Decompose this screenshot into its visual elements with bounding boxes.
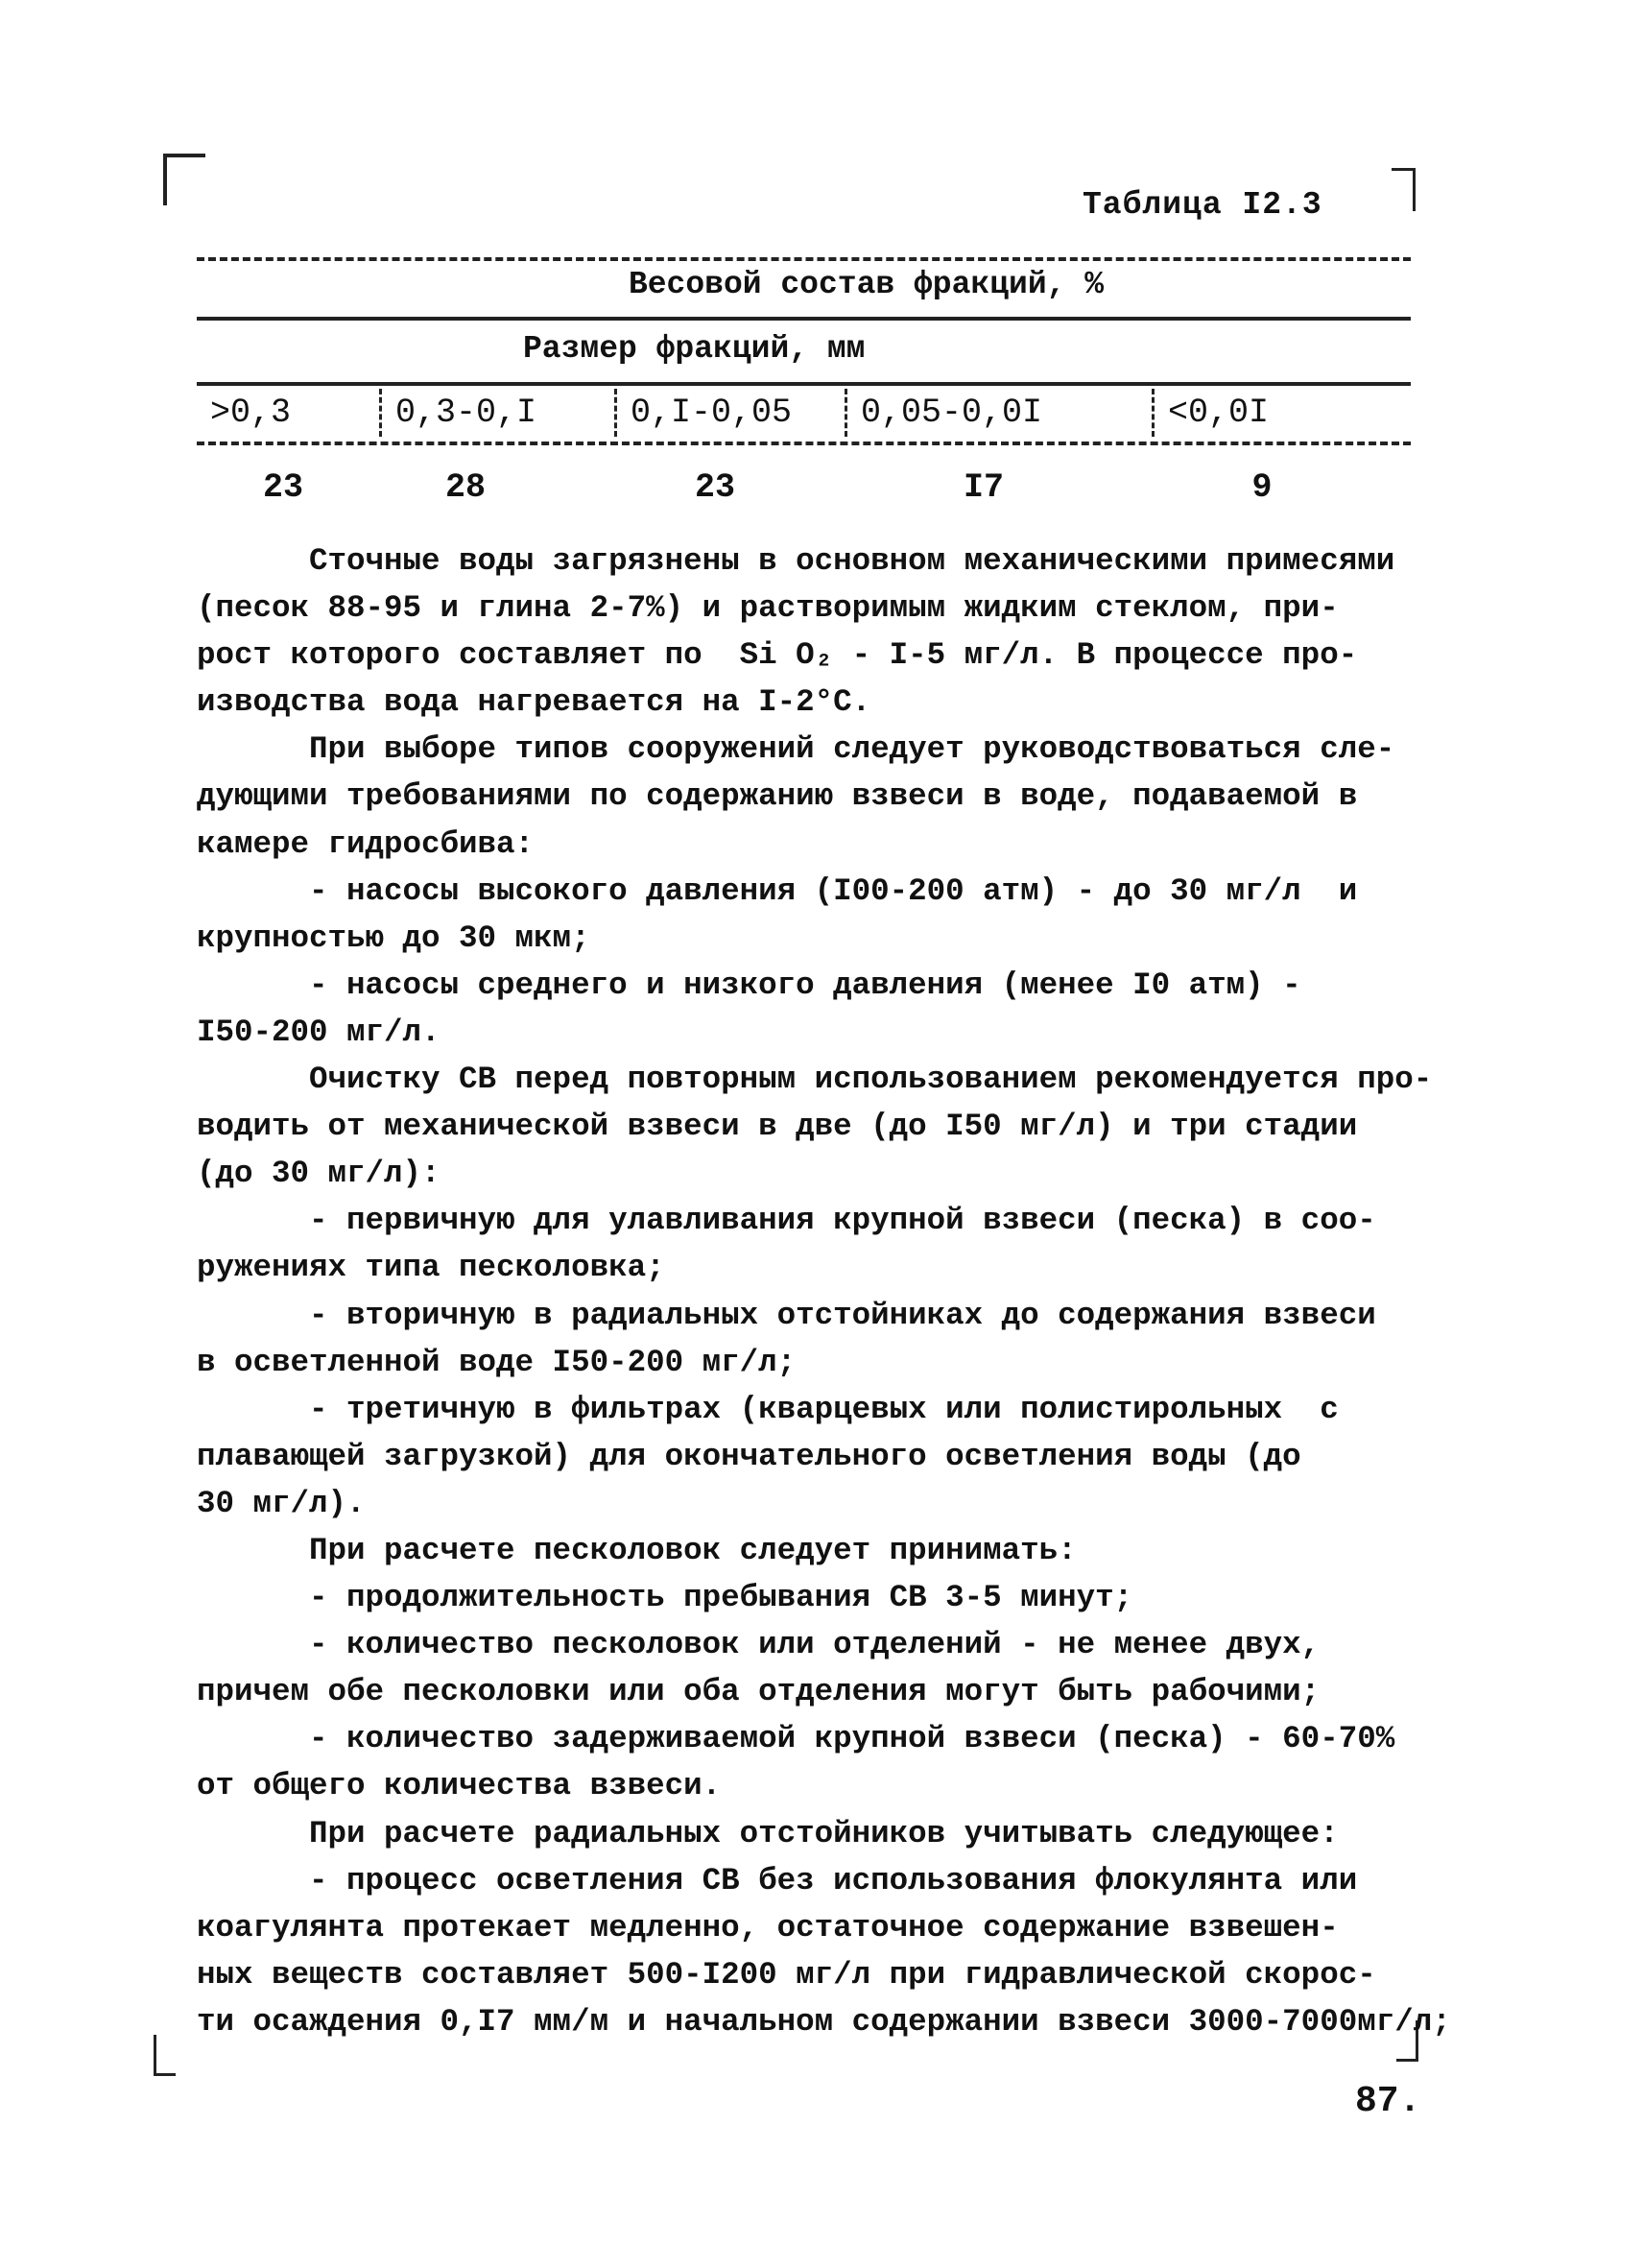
text-line: в осветленной воде I50-200 мг/л;	[197, 1344, 797, 1380]
table-header-main: Весовой состав фракций, %	[628, 267, 1105, 302]
text-line: водить от механической взвеси в две (до I50 мг/л) и три стадии	[197, 1109, 1358, 1145]
text-line: ти осаждения 0,I7 мм/м и начальном содержании взвеси 3000-7000мг/л;	[197, 2003, 1451, 2040]
text-line: коагулянта протекает медленно, остаточное содержание взвешен-	[197, 1909, 1339, 1946]
corner-mark-top-right	[1392, 168, 1416, 211]
text-line: При выборе типов сооружений следует руководствоваться сле-	[197, 731, 1395, 768]
text-line: - насосы среднего и низкого давления (менее I0 атм) -	[197, 967, 1301, 1003]
table-cell: 9	[1251, 468, 1273, 507]
text-line: плавающей загрузкой) для окончательного осветления воды (до	[197, 1438, 1301, 1474]
table-header-rule	[197, 317, 1411, 321]
text-line: При расчете песколовок следует принимать:	[197, 1532, 1077, 1568]
table-cell: 23	[694, 468, 735, 507]
text-line: (до 30 мг/л):	[197, 1156, 441, 1192]
text-line: ружениях типа песколовка;	[197, 1250, 665, 1286]
column-header: 0,05-0,0I	[845, 389, 1152, 437]
corner-mark-bottom-left	[154, 2035, 176, 2076]
text-line: Сточные воды загрязнены в основном механическими примесями	[197, 543, 1395, 579]
text-line: 30 мг/л).	[197, 1485, 366, 1521]
text-line: - количество песколовок или отделений - не менее двух,	[197, 1627, 1321, 1663]
table-caption: Таблица I2.3	[1083, 187, 1322, 223]
text-line: - продолжительность пребывания СВ 3-5 минут;	[197, 1580, 1133, 1616]
text-line: - вторичную в радиальных отстойниках до содержания взвеси	[197, 1297, 1376, 1333]
table-top-rule	[197, 257, 1411, 261]
text-line: дующими требованиями по содержанию взвеси в воде, подаваемой в	[197, 778, 1358, 815]
table-values-rule	[197, 442, 1411, 445]
page-number: 87.	[1355, 2081, 1421, 2122]
text-line: - первичную для улавливания крупной взвеси (песка) в соо-	[197, 1203, 1376, 1239]
text-line: I50-200 мг/л.	[197, 1014, 441, 1050]
table-column-headers	[197, 389, 1411, 437]
table-values-row	[197, 468, 1411, 516]
column-header: >0,3	[210, 394, 292, 432]
table-cell: 23	[262, 468, 303, 507]
text-line: изводства вода нагревается на I-2°С.	[197, 684, 871, 721]
text-line: от общего количества взвеси.	[197, 1768, 722, 1804]
text-line: камере гидросбива:	[197, 825, 535, 862]
table-cell: I7	[963, 468, 1004, 507]
text-line: При расчете радиальных отстойников учитывать следующее:	[197, 1815, 1339, 1851]
table-subheader-rule	[197, 382, 1411, 386]
body-text	[197, 537, 1451, 2045]
text-line: Очистку СВ перед повторным использованием рекомендуется про-	[197, 1062, 1433, 1098]
column-header: <0,0I	[1152, 389, 1411, 437]
column-header: 0,3-0,I	[379, 389, 614, 437]
text-line: ных веществ составляет 500-I200 мг/л при гидравлической скорос-	[197, 1956, 1376, 1993]
table-cell: 28	[444, 468, 486, 507]
text-line: крупностью до 30 мкм;	[197, 919, 590, 956]
text-line: - процесс осветления СВ без использования флокулянта или	[197, 1862, 1358, 1898]
corner-mark-top-left	[163, 154, 205, 205]
text-line: - третичную в фильтрах (кварцевых или полистирольных с	[197, 1391, 1339, 1427]
text-line: причем обе песколовки или оба отделения могут быть рабочими;	[197, 1674, 1321, 1710]
text-line: (песок 88-95 и глина 2-7%) и растворимым жидким стеклом, при-	[197, 590, 1339, 627]
table-header-sub: Размер фракций, мм	[523, 331, 866, 367]
text-line: рост которого составляет по Si O₂ - I-5 мг/л. В процессе про-	[197, 637, 1358, 674]
text-line: - количество задерживаемой крупной взвеси (песка) - 60-70%	[197, 1721, 1395, 1757]
text-line: - насосы высокого давления (I00-200 атм) - до 30 мг/л и	[197, 872, 1358, 909]
column-header: 0,I-0,05	[614, 389, 845, 437]
